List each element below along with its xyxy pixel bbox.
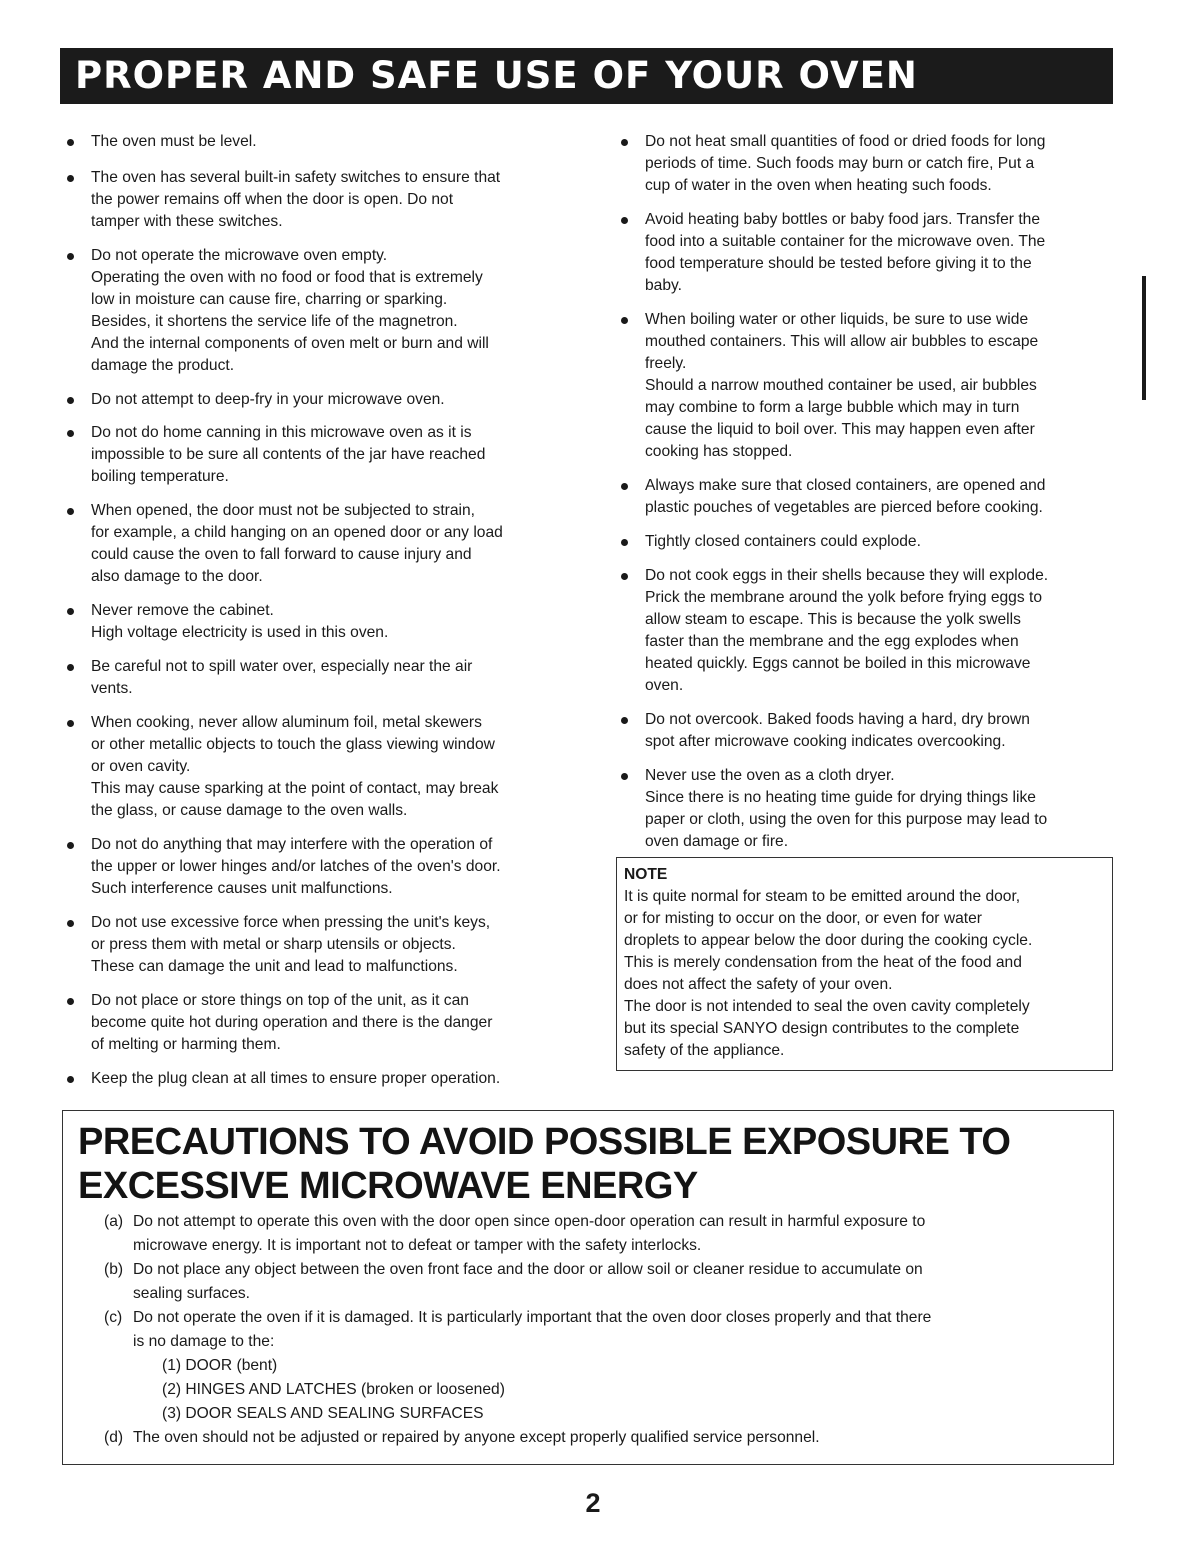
bullet-text-line: boiling temperature.	[91, 468, 229, 485]
bullet-text-line: or other metallic objects to touch the glass viewing window	[91, 736, 495, 753]
precaution-text-line: The oven should not be adjusted or repaired by anyone except properly qualified service personnel.	[133, 1429, 820, 1446]
bullet-text-line: the upper or lower hinges and/or latches of the oven's door.	[91, 858, 501, 875]
bullet-dot-icon	[67, 397, 74, 404]
bullet-text-line: could cause the oven to fall forward to cause injury and	[91, 546, 472, 563]
bullet-item	[60, 167, 580, 233]
note-text-line: The door is not intended to seal the oven cavity completely	[624, 998, 1030, 1015]
bullet-item	[60, 990, 580, 1056]
bullet-text-line: When boiling water or other liquids, be sure to use wide	[645, 311, 1029, 328]
precaution-subitem: (2) HINGES AND LATCHES (broken or loosened)	[162, 1381, 505, 1398]
bullet-dot-icon	[67, 430, 74, 437]
bullet-text-line: or press them with metal or sharp utensils or objects.	[91, 936, 456, 953]
bullet-item	[614, 531, 1114, 553]
bullet-item	[60, 389, 580, 411]
bullet-item	[614, 765, 1114, 853]
precautions-title	[78, 1120, 1010, 1208]
bullet-text-line: Do not do anything that may interfere with the operation of	[91, 836, 493, 853]
bullet-dot-icon	[621, 717, 628, 724]
right-bullet-list	[614, 131, 1114, 853]
bullet-text-line: Besides, it shortens the service life of the magnetron.	[91, 313, 458, 330]
bullet-item	[60, 422, 580, 488]
bullet-dot-icon	[621, 317, 628, 324]
precaution-label: (a)	[104, 1213, 124, 1230]
bullet-dot-icon	[67, 1076, 74, 1083]
precaution-label: (d)	[104, 1429, 124, 1446]
bullet-text-line: faster than the membrane and the egg explodes when	[645, 633, 1019, 650]
bullet-dot-icon	[67, 139, 74, 146]
bullet-item	[614, 475, 1114, 519]
bullet-text-line: cup of water in the oven when heating such foods.	[645, 177, 992, 194]
precaution-item	[104, 1258, 1104, 1306]
bullet-item	[614, 209, 1114, 297]
bullet-text-line: When opened, the door must not be subjected to strain,	[91, 502, 476, 519]
precaution-item	[104, 1306, 1104, 1426]
precaution-item	[104, 1210, 1104, 1258]
bullet-text-line: This may cause sparking at the point of contact, may break	[91, 780, 499, 797]
bullet-text-line: cause the liquid to boil over. This may happen even after	[645, 421, 1035, 438]
precaution-text-line: sealing surfaces.	[133, 1285, 251, 1302]
bullet-text-line: Do not use excessive force when pressing the unit's keys,	[91, 914, 491, 931]
bullet-item	[60, 245, 580, 377]
bullet-text-line: baby.	[645, 277, 682, 294]
precaution-subitem: (1) DOOR (bent)	[162, 1357, 278, 1374]
bullet-item	[60, 1068, 580, 1090]
bullet-text-line: vents.	[91, 680, 133, 697]
bullet-text-line: Do not attempt to deep-fry in your microwave oven.	[91, 391, 445, 408]
note-text-line: droplets to appear below the door during the cooking cycle.	[624, 932, 1033, 949]
bullet-text-line: Do not heat small quantities of food or dried foods for long	[645, 133, 1046, 150]
bullet-text-line: Do not operate the microwave oven empty.	[91, 247, 388, 264]
bullet-text-line: or oven cavity.	[91, 758, 191, 775]
bullet-text-line: freely.	[645, 355, 687, 372]
bullet-item	[60, 131, 580, 153]
precautions-title-line: EXCESSIVE MICROWAVE ENERGY	[78, 1165, 698, 1207]
bullet-item	[614, 709, 1114, 753]
bullet-text-line: oven damage or fire.	[645, 833, 789, 850]
bullet-text-line: oven.	[645, 677, 684, 694]
precaution-text-line: is no damage to the:	[133, 1333, 275, 1350]
bullet-text-line: periods of time. Such foods may burn or catch fire, Put a	[645, 155, 1035, 172]
bullet-dot-icon	[67, 175, 74, 182]
note-text-line: or for misting to occur on the door, or even for water	[624, 910, 982, 927]
bullet-item	[60, 656, 580, 700]
bullet-text-line: food into a suitable container for the microwave oven. The	[645, 233, 1046, 250]
bullet-dot-icon	[621, 217, 628, 224]
bullet-text-line: plastic pouches of vegetables are pierced before cooking.	[645, 499, 1043, 516]
bullet-text-line: Do not place or store things on top of the unit, as it can	[91, 992, 469, 1009]
precaution-text-line: Do not place any object between the oven front face and the door or allow soil or cleaner residue to accumulate on	[133, 1261, 923, 1278]
right-column	[614, 131, 1114, 853]
precaution-label: (b)	[104, 1261, 124, 1278]
bullet-text-line: Do not cook eggs in their shells because they will explode.	[645, 567, 1049, 584]
precaution-text-line: Do not operate the oven if it is damaged. It is particularly important that the oven door closes properly and that there	[133, 1309, 932, 1326]
bullet-item	[60, 712, 580, 822]
section-banner: PROPER AND SAFE USE OF YOUR OVEN	[60, 48, 1113, 104]
bullet-text-line: become quite hot during operation and there is the danger	[91, 1014, 493, 1031]
bullet-dot-icon	[67, 842, 74, 849]
bullet-text-line: allow steam to escape. This is because the yolk swells	[645, 611, 1021, 628]
note-text-line: safety of the appliance.	[624, 1042, 785, 1059]
bullet-text-line: the power remains off when the door is open. Do not	[91, 191, 454, 208]
bullet-text-line: food temperature should be tested before giving it to the	[645, 255, 1032, 272]
bullet-text-line: Be careful not to spill water over, especially near the air	[91, 658, 473, 675]
bullet-text-line: Avoid heating baby bottles or baby food jars. Transfer the	[645, 211, 1040, 228]
bullet-text-line: the glass, or cause damage to the oven walls.	[91, 802, 408, 819]
bullet-dot-icon	[67, 664, 74, 671]
precaution-item	[104, 1426, 1104, 1450]
note-title: NOTE	[624, 866, 668, 883]
bullet-text-line: Such interference causes unit malfunctions.	[91, 880, 393, 897]
bullet-text-line: Always make sure that closed containers, are opened and	[645, 477, 1046, 494]
bullet-text-line: may combine to form a large bubble which may in turn	[645, 399, 1020, 416]
bullet-text-line: And the internal components of oven melt or burn and will	[91, 335, 489, 352]
bullet-text-line: The oven has several built-in safety switches to ensure that	[91, 169, 501, 186]
bullet-item	[614, 565, 1114, 697]
bullet-item	[614, 309, 1114, 463]
bullet-dot-icon	[67, 920, 74, 927]
note-text-line: does not affect the safety of your oven.	[624, 976, 893, 993]
precautions-title-line: PRECAUTIONS TO AVOID POSSIBLE EXPOSURE TO	[78, 1121, 1011, 1163]
bullet-dot-icon	[67, 608, 74, 615]
bullet-text-line: low in moisture can cause fire, charring or sparking.	[91, 291, 448, 308]
bullet-text-line: The oven must be level.	[91, 133, 257, 150]
page-edge-mark	[1142, 276, 1146, 400]
bullet-text-line: When cooking, never allow aluminum foil, metal skewers	[91, 714, 482, 731]
precaution-text-line: Do not attempt to operate this oven with the door open since open-door operation can result in harmful exposure to	[133, 1213, 926, 1230]
bullet-text-line: of melting or harming them.	[91, 1036, 281, 1053]
bullet-text-line: damage the product.	[91, 357, 235, 374]
bullet-text-line: cooking has stopped.	[645, 443, 793, 460]
bullet-item	[60, 912, 580, 978]
note-body	[624, 886, 1103, 1062]
bullet-text-line: Since there is no heating time guide for drying things like	[645, 789, 1036, 806]
bullet-text-line: tamper with these switches.	[91, 213, 283, 230]
bullet-text-line: also damage to the door.	[91, 568, 263, 585]
page-number: 2	[585, 1488, 601, 1518]
bullet-item	[60, 600, 580, 644]
bullet-text-line: These can damage the unit and lead to malfunctions.	[91, 958, 458, 975]
note-text-line: but its special SANYO design contributes to the complete	[624, 1020, 1020, 1037]
bullet-dot-icon	[621, 773, 628, 780]
bullet-text-line: Operating the oven with no food or food that is extremely	[91, 269, 483, 286]
bullet-text-line: Do not do home canning in this microwave oven as it is	[91, 424, 472, 441]
bullet-dot-icon	[67, 720, 74, 727]
bullet-text-line: impossible to be sure all contents of the jar have reached	[91, 446, 486, 463]
precaution-subitem: (3) DOOR SEALS AND SEALING SURFACES	[162, 1405, 484, 1422]
precaution-label: (c)	[104, 1309, 123, 1326]
bullet-text-line: Prick the membrane around the yolk before frying eggs to	[645, 589, 1042, 606]
precaution-text-line: microwave energy. It is important not to defeat or tamper with the safety interlocks.	[133, 1237, 702, 1254]
note-box	[616, 857, 1113, 1071]
note-text-line: It is quite normal for steam to be emitted around the door,	[624, 888, 1021, 905]
note-text-line: This is merely condensation from the heat of the food and	[624, 954, 1022, 971]
bullet-text-line: Never remove the cabinet.	[91, 602, 274, 619]
bullet-dot-icon	[67, 253, 74, 260]
bullet-item	[60, 834, 580, 900]
bullet-dot-icon	[67, 508, 74, 515]
bullet-text-line: spot after microwave cooking indicates overcooking.	[645, 733, 1006, 750]
bullet-text-line: paper or cloth, using the oven for this purpose may lead to	[645, 811, 1048, 828]
left-bullet-list	[60, 131, 580, 1090]
bullet-text-line: mouthed containers. This will allow air bubbles to escape	[645, 333, 1039, 350]
bullet-text-line: Do not overcook. Baked foods having a hard, dry brown	[645, 711, 1030, 728]
bullet-text-line: Never use the oven as a cloth dryer.	[645, 767, 895, 784]
bullet-text-line: Should a narrow mouthed container be used, air bubbles	[645, 377, 1037, 394]
bullet-text-line: Tightly closed containers could explode.	[645, 533, 921, 550]
bullet-item	[60, 500, 580, 588]
left-column	[60, 131, 580, 1090]
bullet-dot-icon	[621, 573, 628, 580]
bullet-dot-icon	[621, 139, 628, 146]
bullet-dot-icon	[67, 998, 74, 1005]
bullet-text-line: heated quickly. Eggs cannot be boiled in this microwave	[645, 655, 1031, 672]
bullet-text-line: Keep the plug clean at all times to ensure proper operation.	[91, 1070, 501, 1087]
bullet-dot-icon	[621, 483, 628, 490]
bullet-item	[614, 131, 1114, 197]
bullet-text-line: for example, a child hanging on an opened door or any load	[91, 524, 503, 541]
bullet-dot-icon	[621, 539, 628, 546]
precautions-list	[104, 1210, 1104, 1450]
bullet-text-line: High voltage electricity is used in this oven.	[91, 624, 389, 641]
